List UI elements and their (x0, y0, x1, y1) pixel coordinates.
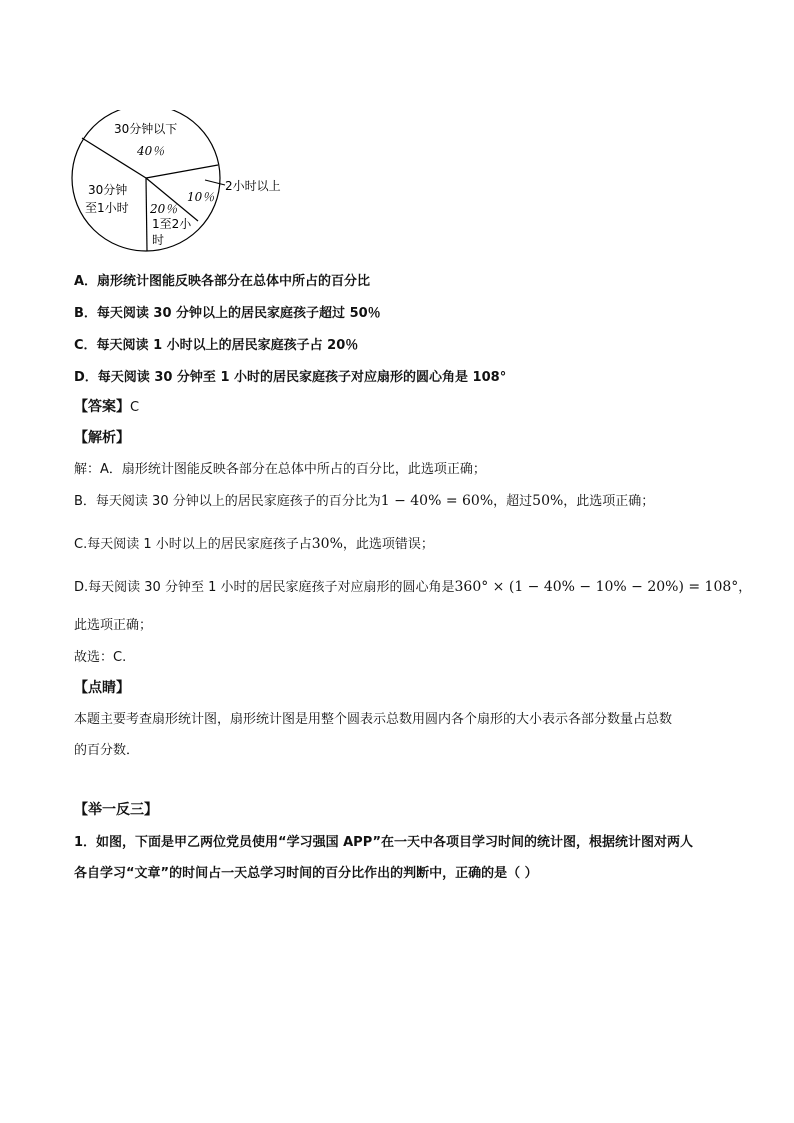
analysis-line-5: 此选项正确； (74, 618, 153, 633)
pie-divider-4 (146, 178, 147, 251)
analysis-line-4-formula: 360° × (1 − 40% − 10% − 20%) = 108° (454, 579, 739, 595)
section-title: 【举一反三】 (74, 802, 158, 818)
analysis-line-2 (74, 490, 654, 509)
question-1-line-1: 1．如图，下面是甲乙两位党员使用“学习强国 APP”在一天中各项目学习时间的统计图，根据统计图对两人 (74, 835, 694, 850)
analysis-line-2-suffix: ，此选项正确； (563, 494, 655, 509)
pie-divider-2 (146, 165, 218, 178)
comment-line-1: 本题主要考查扇形统计图，扇形统计图是用整个圆表示总数用圆内各个扇形的大小表示各部分数量占总数 (74, 712, 673, 727)
slice-label-30to60-line2: 至1小时 (85, 201, 129, 215)
analysis-line-6: 故选：C. (74, 650, 127, 665)
analysis-line-4-suffix: ， (738, 580, 752, 595)
slice-label-under30: 30分钟以下 (114, 122, 178, 136)
slice-label-over2h: 2小时以上 (225, 179, 281, 193)
slice-percent-1to2h: 20％ (150, 202, 178, 216)
comment-label: 【点睛】 (74, 680, 130, 696)
option-d: D．每天阅读 30 分钟至 1 小时的居民家庭孩子对应扇形的圆心角是 108° (74, 370, 507, 385)
slice-label-30to60-line1: 30分钟 (88, 183, 128, 197)
analysis-line-1: 解：A．扇形统计图能反映各部分在总体中所占的百分比，此选项正确； (74, 462, 486, 477)
analysis-line-4 (74, 576, 751, 595)
analysis-line-2-formula: 1 − 40% = 60% (380, 493, 494, 509)
answer-label: 【答案】 (74, 399, 130, 415)
pie-chart (70, 110, 300, 260)
analysis-line-2-mid: ，超过 (493, 494, 533, 509)
slice-label-1to2h-line1: 1至2小 (152, 217, 192, 231)
question-1-line-2: 各自学习“文章”的时间占一天总学习时间的百分比作出的判断中，正确的是（ ） (74, 866, 538, 881)
pie-leader-line (205, 180, 225, 185)
option-c: C．每天阅读 1 小时以上的居民家庭孩子占 20％ (74, 338, 359, 353)
analysis-line-2-text: B．每天阅读 30 分钟以上的居民家庭孩子的百分比为 (74, 494, 381, 509)
analysis-line-3 (74, 533, 434, 552)
analysis-line-2-percent: 50% (532, 493, 564, 509)
answer-line (74, 396, 139, 416)
analysis-line-4-text: D.每天阅读 30 分钟至 1 小时的居民家庭孩子对应扇形的圆心角是 (74, 580, 455, 595)
slice-percent-under30: 40％ (137, 144, 165, 158)
answer-value: C (130, 400, 140, 415)
option-b: B．每天阅读 30 分钟以上的居民家庭孩子超过 50％ (74, 306, 381, 321)
option-a: A．扇形统计图能反映各部分在总体中所占的百分比 (74, 274, 371, 289)
analysis-line-3-text: C.每天阅读 1 小时以上的居民家庭孩子占 (74, 537, 312, 552)
slice-percent-over2h: 10％ (187, 190, 215, 204)
comment-line-2: 的百分数． (74, 743, 140, 758)
analysis-line-3-percent: 30% (311, 536, 343, 552)
analysis-label: 【解析】 (74, 430, 130, 446)
analysis-line-3-suffix: ，此选项错误； (342, 537, 434, 552)
slice-label-1to2h-line2: 时 (152, 233, 165, 247)
